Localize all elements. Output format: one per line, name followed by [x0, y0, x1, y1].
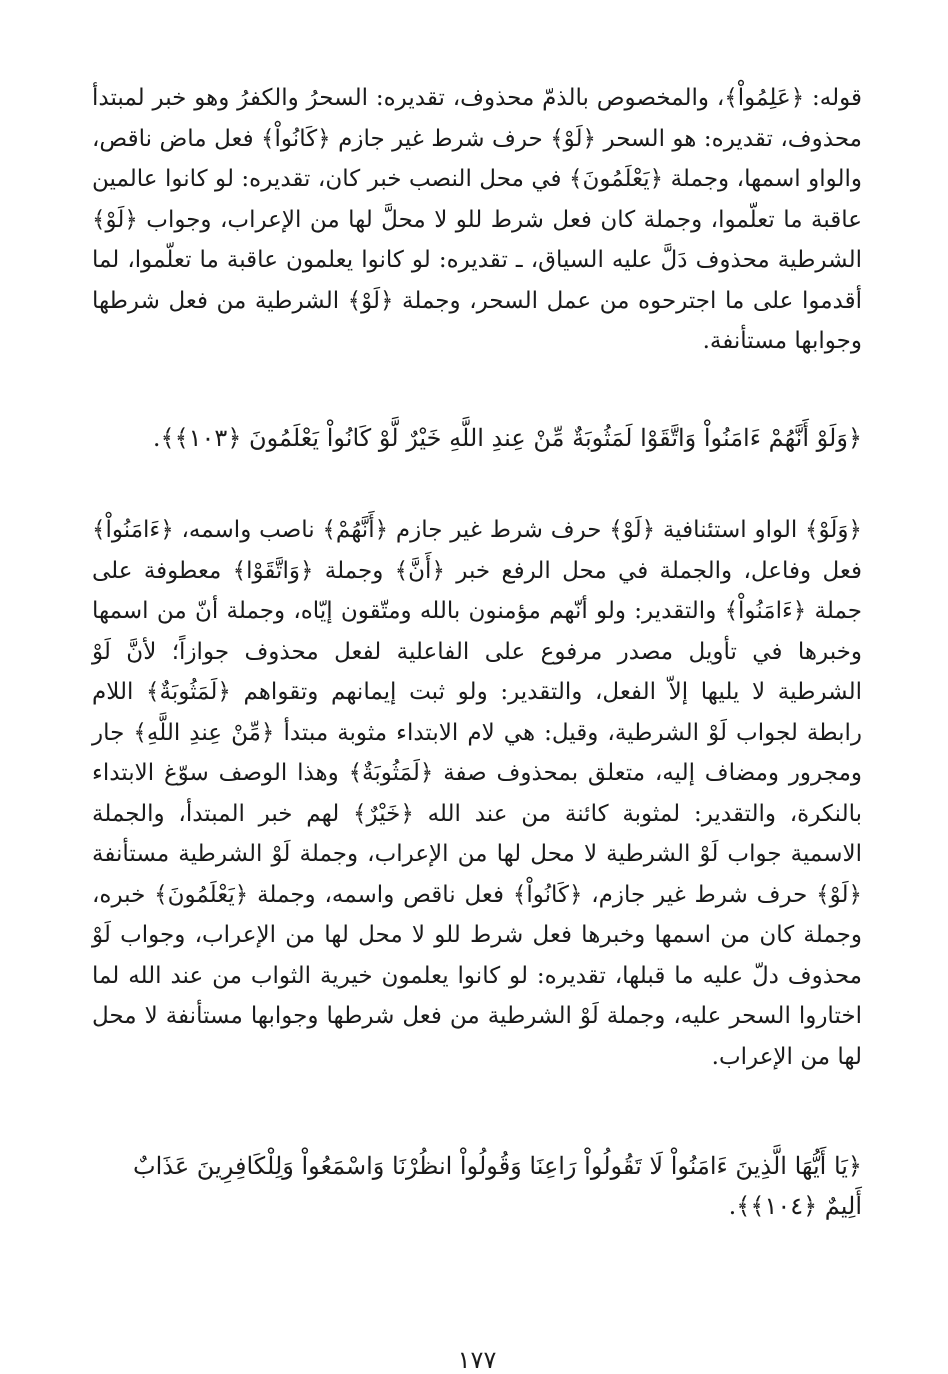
quran-verse-103: ﴿وَلَوْ أَنَّهُمْ ءَامَنُواْ وَاتَّقَوْا لَمَثُوبَةٌ مِّنْ عِندِ اللَّهِ خَيْرٌ لَّوْ كَانُواْ يَعْلَمُونَ ﴿١٠٣﴾﴾. — [152, 424, 862, 452]
commentary-paragraph-2: ﴿وَلَوْ﴾ الواو استئنافية ﴿لَوْ﴾ حرف شرط غير جازم ﴿أَنَّهُمْ﴾ ناصب واسمه، ﴿ءَامَنُواْ﴾ فعل وفاعل، والجملة في محل الرفع خبر ﴿أَنَّ﴾ وجملة ﴿وَاتَّقَوْا﴾ معطوفة على جملة ﴿ءَامَنُواْ﴾ والتقدير: ولو أنّهم مؤمنون بالله ومتّقون إيّاه، وجملة أنّ من اسمها وخبرها في تأويل مصدر مرفوع على الفاعلية لفعل محذوف جوازاً؛ لأنَّ لَوْ الشرطية لا يليها إلاّ الفعل، والتقدير: ولو ثبت إيمانهم وتقواهم ﴿لَمَثُوبَةٌ﴾ اللام رابطة لجواب لَوْ الشرطية، وقيل: هي لام الابتداء مثوبة مبتدأ ﴿مِّنْ عِندِ اللَّهِ﴾ جار ومجرور ومضاف إليه، متعلق بمحذوف صفة ﴿لَمَثُوبَةٌ﴾ وهذا الوصف سوّغ الابتداء بالنكرة، والتقدير: لمثوبة كائنة من عند الله ﴿خَيْرٌ﴾ لهم خبر المبتدأ، والجملة الاسمية جواب لَوْ الشرطية لا محل لها من الإعراب، وجملة لَوْ الشرطية مستأنفة ﴿لَوْ﴾ حرف شرط غير جازم، ﴿كَانُواْ﴾ فعل ناقص واسمه، وجملة ﴿يَعْلَمُونَ﴾ خبره، وجملة كان من اسمها وخبرها فعل شرط للو لا محل لها من الإعراب، وجواب لَوْ محذوف دلّ عليه ما قبلها، تقديره: لو كانوا يعلمون خيرية الثواب من عند الله لما اختاروا السحر عليه، وجملة لَوْ الشرطية من فعل شرطها وجوابها مستأنفة لا محل لها من الإعراب. — [92, 517, 863, 1070]
document-page — [92, 78, 863, 1374]
quran-verse-104: ﴿يَا أَيُّهَا الَّذِينَ ءَامَنُواْ لَا تَقُولُواْ رَاعِنَا وَقُولُواْ انظُرْنَا وَاسْمَعُواْ وَلِلْكَافِرِينَ عَذَابٌ أَلِيمٌ ﴿١٠٤﴾﴾. — [132, 1152, 862, 1220]
page-number: ١٧٧ — [457, 1346, 497, 1374]
commentary-paragraph-1: قوله: ﴿عَلِمُواْ﴾، والمخصوص بالذمّ محذوف، تقديره: السحرُ والكفرُ وهو خبر لمبتدأ محذوف، تقديره: هو السحر ﴿لَوْ﴾ حرف شرط غير جازم ﴿كَانُواْ﴾ فعل ماض ناقص، والواو اسمها، وجملة ﴿يَعْلَمُونَ﴾ في محل النصب خبر كان، تقديره: لو كانوا عالمين عاقبة ما تعلّموا، وجملة كان فعل شرط للو لا محلَّ لها من الإعراب، وجواب ﴿لَوْ﴾ الشرطية محذوف دَلَّ عليه السياق، ـ تقديره: لو كانوا يعلمون عاقبة ما تعلّموا، لما أقدموا على ما اجترحوه من عمل السحر، وجملة ﴿لَوْ﴾ الشرطية من فعل شرطها وجوابها مستأنفة. — [92, 85, 862, 354]
